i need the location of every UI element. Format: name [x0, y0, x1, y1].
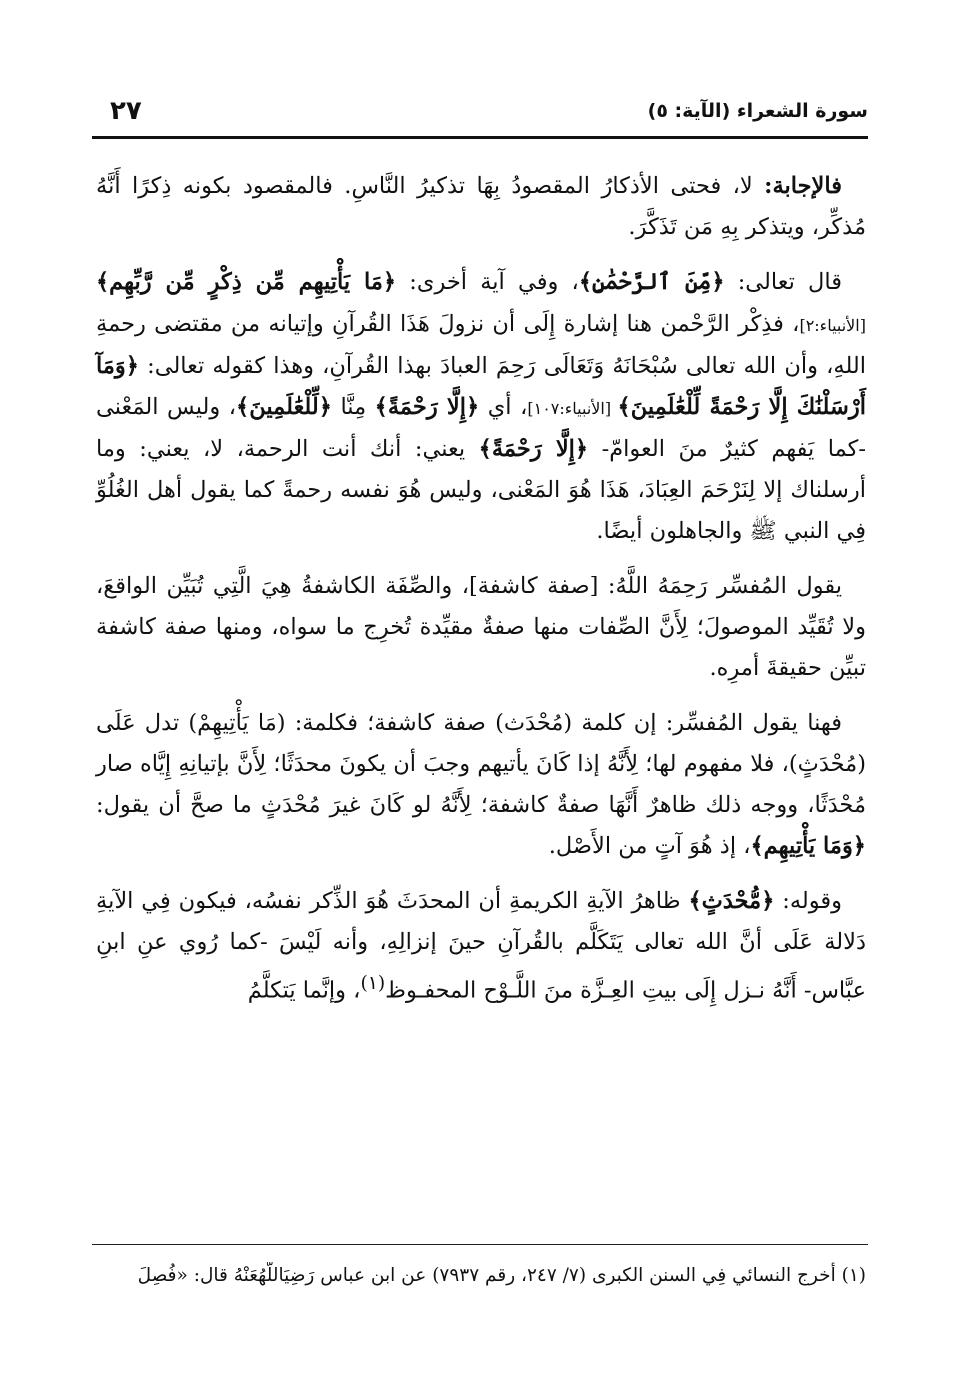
quran-quote: ﴿إِلَّا رَحْمَةً﴾ [478, 436, 589, 462]
quran-quote: ﴿لِّلْعَٰلَمِينَ﴾ [236, 394, 332, 420]
quran-quote: ﴿مَا يَأْتِيهِم مِّن ذِكْرٍ مِّن رَّبِّهِم﴾ [96, 269, 397, 295]
footnote-divider [92, 1244, 868, 1245]
paragraph-commentator: يقول المُفسِّر رَحِمَهُ اللَّهُ: [صفة كاشفة]، والصِّفَة الكاشفةُ هِيَ الَّتِي تُبَيِّن الواقعَ، ولا تُقَيِّد الموصولَ؛ لِأَنَّ الصِّفات منها صفةٌ مقيِّدة تُخرِج ما سواه، ومنها صفة كاشفة تبيِّن حقيقةَ أمرِه. [96, 573, 866, 681]
paragraph-answer [96, 166, 866, 248]
quran-quote: ﴿وَمَآ أَرْسَلْنَٰكَ إِلَّا رَحْمَةً لِّلْعَٰلَمِينَ﴾ [96, 353, 866, 420]
footnote: (١) أخرج النسائي فِي السنن الكبرى (٧/ ٢٤٧، رقم ٧٩٣٧) عن ابن عباس رَضِيَاللَّهُعَنْهُ قال: «فُصِلَ [137, 1265, 866, 1286]
page-number: ٢٧ [110, 96, 142, 126]
text-segment: فهنا يقول المُفسِّر: إن كلمة (مُحْدَث) صفة كاشفة؛ فكلمة: (مَا يَأْتِيهِمْ) تدل عَلَى (مُحْدَثٍ)، فلا مفهوم لها؛ لِأَنَّهُ إذا كَانَ يأتيهم وجبَ أن يكونَ محدَثًا؛ لِأَنَّ بإتيانِهِ إِيَّاه صار مُحْدَثًا، ووجه ذلك ظاهرٌ أَنَّهَا صفةٌ كاشفة؛ لِأَنَّهُ لو كَانَ غيرَ مُحْدَثٍ ما صحَّ أن يقول: [96, 710, 866, 818]
quran-quote: ﴿مُّحْدَثٍ﴾ [688, 888, 775, 914]
text-segment: ظاهرُ الآيةِ الكريمةِ أن المحدَثَ هُوَ الذِّكر نفسُه، فيكون فِي الآيةِ دَلالة عَلَى أنَّ الله تعالى يَتَكَلَّم بالقُرآنِ حينَ إنزالِهِ، وأنه لَيْسَ -كما رُوي عنِ ابنِ عبَّاس- أَنَّهُ نـزل إِلَى بيتِ العِـزَّة منَ اللَّـوْح المحفـوظ [96, 888, 866, 1004]
text-segment: مِنَّا [331, 394, 375, 420]
paragraph-muhdath [96, 703, 866, 867]
surah-title: سورة الشعراء (الآية: ٥) [647, 100, 868, 122]
paragraph-verse-meaning [96, 881, 866, 1012]
footnote-reference[interactable]: (١) [360, 973, 386, 994]
verse-reference: [الأنبياء:٢] [799, 316, 866, 335]
paragraph-verses [96, 262, 866, 552]
text-segment: ، فذِكْر الرَّحْمن هنا إشارة إِلَى أن نزولَ هَذَا القُرآنِ وإتيانه من مقتضى رحمةِ اللهِ، وأن الله تعالى سُبْحَانَهُ وَتَعَالَى رَحِمَ العبادَ بهذا القُرآنِ، وهذا كقوله تعالى: [96, 311, 866, 379]
header-divider [92, 136, 868, 139]
body-text [96, 166, 866, 1026]
text-segment: ، أي [479, 394, 528, 420]
answer-text: لا، فحتى الأذكارُ المقصودُ بِهَا تذكيرُ النَّاسِ. فالمقصود بكونه ذِكرًا أَنَّهُ مُذكِّر، ويتذكر بِهِ مَن تَذَكَّرَ. [96, 173, 866, 240]
running-header [92, 96, 868, 136]
text-segment: قال تعالى: [724, 269, 843, 295]
text-segment: وقوله: [774, 888, 842, 914]
text-segment: ، وليس المَعْنى -كما يَفهم كثيرٌ منَ العوامّ- [96, 394, 866, 462]
quran-quote: ﴿مِّنَ ٱلرَّحْمَٰنِ﴾ [578, 269, 725, 295]
text-segment: ، إذ هُوَ آتٍ من الأَصْل. [548, 833, 751, 859]
verse-reference: [الأنبياء:١٠٧] [527, 399, 618, 418]
quran-quote: ﴿وَمَا يَأْتِيهِم﴾ [750, 833, 866, 859]
text-segment: ، وإنَّما يَتكلَّمُ [247, 977, 361, 1004]
answer-lead: فالإجابة: [764, 173, 842, 199]
text-segment: ، وفي آية أخرى: [396, 269, 579, 295]
quran-quote: ﴿إِلَّا رَحْمَةً﴾ [374, 394, 480, 420]
text-segment: يعني: أنك أنت الرحمة، لا، يعني: وما أرسلناك إلا لِنَرْحَمَ العِبَادَ، هَذَا هُوَ المَعْنى، وليس هُوَ نفسه رحمةً كما يقول أهل الغُلُوِّ فِي النبي ﷺ والجاهلون أيضًا. [96, 436, 866, 544]
